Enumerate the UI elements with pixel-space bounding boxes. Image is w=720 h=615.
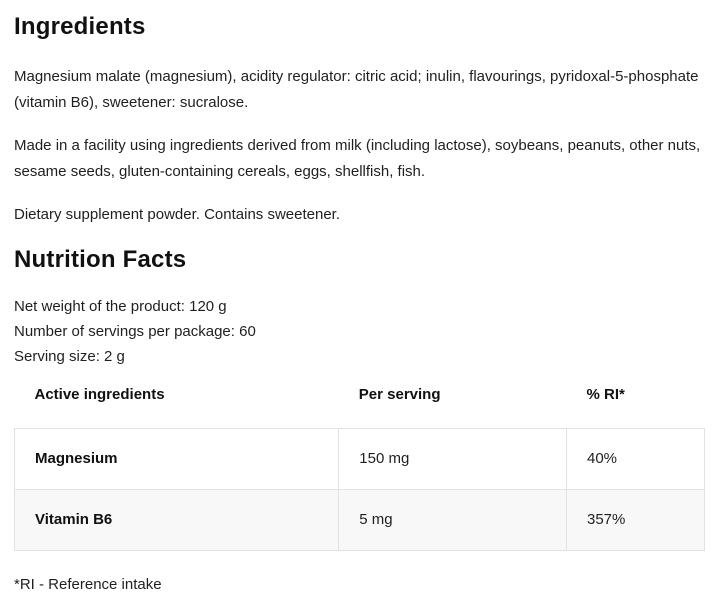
servings-per-package-line: Number of servings per package: 60 [14, 323, 256, 340]
net-weight-line: Net weight of the product: 120 g [14, 298, 227, 315]
per-serving-cell: 5 mg [339, 490, 567, 551]
serving-size-line: Serving size: 2 g [14, 348, 125, 365]
per-serving-cell: 150 mg [339, 429, 567, 490]
percent-ri-cell: 40% [566, 429, 704, 490]
nutrition-table-header-row [15, 379, 705, 429]
reference-intake-footnote: *RI - Reference intake [14, 576, 162, 593]
ingredient-name-cell: Vitamin B6 [35, 511, 113, 528]
ingredient-name-cell: Magnesium [35, 450, 118, 467]
percent-ri-cell: 357% [566, 490, 704, 551]
col-header-active-ingredients: Active ingredients [34, 386, 165, 403]
table-row-magnesium [15, 429, 705, 490]
col-header-percent-ri: % RI* [586, 386, 625, 403]
supplement-form-text: Dietary supplement powder. Contains sweetener. [14, 206, 341, 223]
ingredients-composition-text: Magnesium malate (magnesium), acidity regulator: citric acid; inulin, flavourings, pyridoxal-5-phosphate (vitamin B6), sweetener: sucralose. [14, 68, 699, 111]
ingredients-title: Ingredients [14, 13, 146, 40]
col-header-per-serving: Per serving [358, 386, 441, 403]
table-row-vitamin-b6 [15, 490, 705, 551]
allergen-notice-text: Made in a facility using ingredients derived from milk (including lactose), soybeans, peanuts, other nuts, sesame seeds, gluten-containing cereals, eggs, shellfish, fish. [14, 137, 701, 180]
nutrition-facts-title: Nutrition Facts [14, 246, 187, 273]
nutrition-table [14, 379, 705, 551]
